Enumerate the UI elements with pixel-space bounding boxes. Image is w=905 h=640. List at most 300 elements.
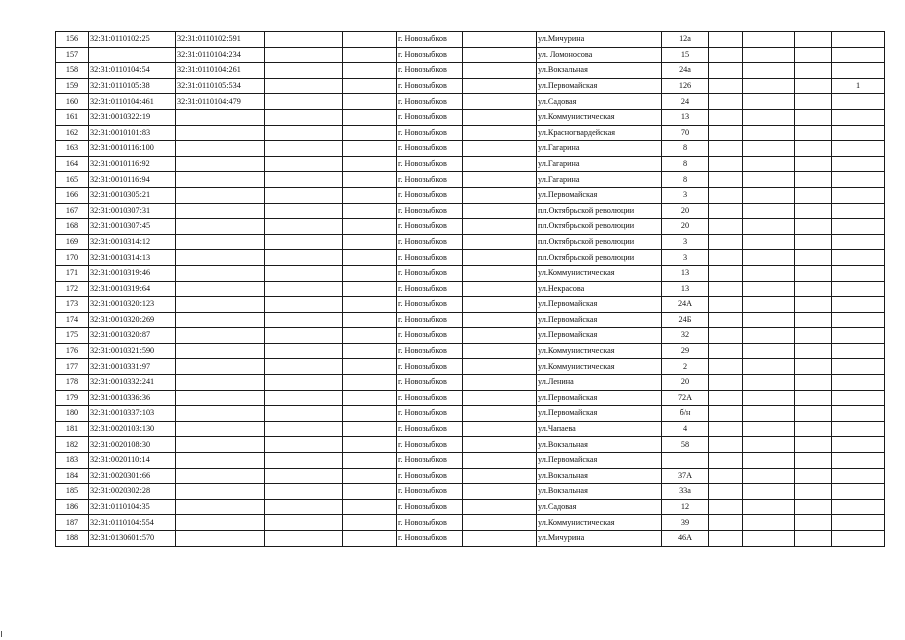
column-5-cell [343,94,397,110]
cadastral-number-cell: 32:31:0010322:19 [89,109,176,125]
house-number-cell: 24А [662,297,709,313]
column-7-cell [463,281,537,297]
column-5-cell [343,359,397,375]
street-cell: ул.Первомайская [537,328,662,344]
locality-cell: г. Новозыбков [397,156,463,172]
column-13-cell [832,312,885,328]
column-7-cell [463,94,537,110]
house-number-cell: 3 [662,187,709,203]
column-5-cell [343,375,397,391]
registry-table [55,31,885,547]
cadastral-number-2-cell [176,281,265,297]
cadastral-number-cell: 32:31:0110104:54 [89,63,176,79]
table-row [56,94,885,110]
column-13-cell [832,328,885,344]
table-row [56,141,885,157]
column-10-cell [709,406,743,422]
column-5-cell [343,156,397,172]
street-cell: пл.Октябрьской революции [537,250,662,266]
cadastral-number-2-cell [176,234,265,250]
column-5-cell [343,141,397,157]
column-5-cell [343,109,397,125]
street-cell: ул.Первомайская [537,297,662,313]
column-10-cell [709,234,743,250]
cadastral-number-cell: 32:31:0010307:31 [89,203,176,219]
column-4-cell [265,312,343,328]
column-4-cell [265,453,343,469]
column-12-cell [795,531,832,547]
column-12-cell [795,343,832,359]
cadastral-number-cell: 32:31:0010314:13 [89,250,176,266]
column-13-cell: 1 [832,78,885,94]
table-row [56,328,885,344]
column-7-cell [463,328,537,344]
column-12-cell [795,375,832,391]
house-number-cell: 12а [662,32,709,48]
column-5-cell [343,297,397,313]
house-number-cell: 20 [662,375,709,391]
cadastral-number-cell: 32:31:0010331:97 [89,359,176,375]
column-5-cell [343,281,397,297]
house-number-cell: 3 [662,234,709,250]
cadastral-number-2-cell [176,421,265,437]
locality-cell: г. Новозыбков [397,109,463,125]
column-10-cell [709,250,743,266]
column-10-cell [709,203,743,219]
locality-cell: г. Новозыбков [397,78,463,94]
column-11-cell [743,47,795,63]
column-12-cell [795,468,832,484]
column-5-cell [343,187,397,203]
cadastral-number-2-cell [176,203,265,219]
column-7-cell [463,437,537,453]
row-number-cell: 173 [56,297,89,313]
column-10-cell [709,32,743,48]
column-13-cell [832,234,885,250]
row-number-cell: 169 [56,234,89,250]
locality-cell: г. Новозыбков [397,94,463,110]
cadastral-number-2-cell [176,453,265,469]
cadastral-number-cell [89,47,176,63]
column-4-cell [265,375,343,391]
column-10-cell [709,63,743,79]
row-number-cell: 165 [56,172,89,188]
street-cell: ул.Коммунистическая [537,343,662,359]
table-row [56,109,885,125]
column-13-cell [832,515,885,531]
row-number-cell: 168 [56,219,89,235]
table-row [56,187,885,203]
column-5-cell [343,312,397,328]
column-10-cell [709,515,743,531]
cadastral-number-cell: 32:31:0010116:94 [89,172,176,188]
column-12-cell [795,63,832,79]
column-7-cell [463,47,537,63]
table-row [56,250,885,266]
cadastral-number-cell: 32:31:0010305:21 [89,187,176,203]
table-row [56,172,885,188]
house-number-cell: 33а [662,484,709,500]
cadastral-number-2-cell: 32:31:0110104:261 [176,63,265,79]
table-row [56,531,885,547]
column-4-cell [265,297,343,313]
column-12-cell [795,499,832,515]
cadastral-number-cell: 32:31:0010320:269 [89,312,176,328]
column-12-cell [795,265,832,281]
column-12-cell [795,47,832,63]
cadastral-number-2-cell [176,406,265,422]
column-5-cell [343,265,397,281]
table-row [56,359,885,375]
column-5-cell [343,437,397,453]
table-row [56,234,885,250]
column-5-cell [343,343,397,359]
cadastral-number-2-cell [176,172,265,188]
column-7-cell [463,32,537,48]
column-7-cell [463,109,537,125]
column-11-cell [743,390,795,406]
cadastral-number-cell: 32:31:0130601:570 [89,531,176,547]
column-10-cell [709,468,743,484]
column-11-cell [743,406,795,422]
street-cell: ул.Красногвардейская [537,125,662,141]
column-11-cell [743,281,795,297]
column-11-cell [743,203,795,219]
cadastral-number-cell: 32:31:0010314:12 [89,234,176,250]
locality-cell: г. Новозыбков [397,499,463,515]
row-number-cell: 156 [56,32,89,48]
cadastral-number-cell: 32:31:0110104:35 [89,499,176,515]
column-12-cell [795,78,832,94]
column-12-cell [795,359,832,375]
table-row [56,515,885,531]
street-cell: пл.Октябрьской революции [537,234,662,250]
street-cell: ул.Вокзальная [537,437,662,453]
column-4-cell [265,141,343,157]
locality-cell: г. Новозыбков [397,187,463,203]
column-5-cell [343,484,397,500]
table-row [56,219,885,235]
street-cell: ул.Первомайская [537,453,662,469]
column-13-cell [832,94,885,110]
row-number-cell: 185 [56,484,89,500]
column-5-cell [343,453,397,469]
house-number-cell: 20 [662,219,709,235]
column-7-cell [463,219,537,235]
cadastral-number-2-cell [176,109,265,125]
column-13-cell [832,375,885,391]
column-10-cell [709,421,743,437]
locality-cell: г. Новозыбков [397,375,463,391]
street-cell: ул.Садовая [537,94,662,110]
house-number-cell [662,453,709,469]
column-13-cell [832,141,885,157]
cadastral-number-cell: 32:31:0010116:92 [89,156,176,172]
table-row [56,421,885,437]
column-12-cell [795,219,832,235]
cadastral-number-cell: 32:31:0010337:103 [89,406,176,422]
street-cell: ул.Мичурина [537,531,662,547]
column-7-cell [463,203,537,219]
house-number-cell: 72А [662,390,709,406]
row-number-cell: 175 [56,328,89,344]
column-7-cell [463,78,537,94]
column-5-cell [343,32,397,48]
table-row [56,156,885,172]
column-7-cell [463,125,537,141]
row-number-cell: 177 [56,359,89,375]
street-cell: ул.Чапаева [537,421,662,437]
row-number-cell: 186 [56,499,89,515]
row-number-cell: 157 [56,47,89,63]
house-number-cell: 46А [662,531,709,547]
column-7-cell [463,390,537,406]
column-7-cell [463,156,537,172]
column-13-cell [832,109,885,125]
column-12-cell [795,141,832,157]
street-cell: ул.Первомайская [537,187,662,203]
locality-cell: г. Новозыбков [397,219,463,235]
house-number-cell: 29 [662,343,709,359]
scan-mark [1,631,2,637]
column-4-cell [265,125,343,141]
column-7-cell [463,297,537,313]
column-5-cell [343,421,397,437]
row-number-cell: 162 [56,125,89,141]
locality-cell: г. Новозыбков [397,531,463,547]
cadastral-number-2-cell: 32:31:0110104:234 [176,47,265,63]
row-number-cell: 159 [56,78,89,94]
column-7-cell [463,375,537,391]
row-number-cell: 167 [56,203,89,219]
house-number-cell: 58 [662,437,709,453]
cadastral-number-cell: 32:31:0020302:28 [89,484,176,500]
row-number-cell: 183 [56,453,89,469]
column-11-cell [743,125,795,141]
row-number-cell: 166 [56,187,89,203]
column-4-cell [265,32,343,48]
column-5-cell [343,234,397,250]
table-row [56,484,885,500]
locality-cell: г. Новозыбков [397,359,463,375]
column-10-cell [709,187,743,203]
cadastral-number-2-cell [176,156,265,172]
house-number-cell: 2 [662,359,709,375]
column-10-cell [709,219,743,235]
table-row [56,375,885,391]
column-12-cell [795,203,832,219]
column-10-cell [709,453,743,469]
column-11-cell [743,531,795,547]
column-12-cell [795,32,832,48]
locality-cell: г. Новозыбков [397,63,463,79]
street-cell: ул.Коммунистическая [537,515,662,531]
row-number-cell: 179 [56,390,89,406]
street-cell: ул.Ленина [537,375,662,391]
column-4-cell [265,203,343,219]
column-4-cell [265,94,343,110]
column-10-cell [709,109,743,125]
cadastral-number-cell: 32:31:0010336:36 [89,390,176,406]
column-10-cell [709,156,743,172]
column-5-cell [343,47,397,63]
column-4-cell [265,343,343,359]
column-5-cell [343,250,397,266]
column-13-cell [832,437,885,453]
cadastral-number-2-cell [176,187,265,203]
table-row [56,32,885,48]
column-11-cell [743,359,795,375]
cadastral-number-2-cell [176,515,265,531]
column-10-cell [709,297,743,313]
row-number-cell: 161 [56,109,89,125]
column-4-cell [265,437,343,453]
cadastral-number-2-cell [176,297,265,313]
column-13-cell [832,297,885,313]
cadastral-number-2-cell [176,437,265,453]
cadastral-number-cell: 32:31:0020301:66 [89,468,176,484]
column-11-cell [743,234,795,250]
column-5-cell [343,531,397,547]
row-number-cell: 178 [56,375,89,391]
column-11-cell [743,375,795,391]
column-13-cell [832,531,885,547]
cadastral-number-cell: 32:31:0110102:25 [89,32,176,48]
cadastral-number-cell: 32:31:0110104:554 [89,515,176,531]
column-13-cell [832,406,885,422]
column-12-cell [795,109,832,125]
locality-cell: г. Новозыбков [397,125,463,141]
column-13-cell [832,390,885,406]
locality-cell: г. Новозыбков [397,453,463,469]
column-7-cell [463,265,537,281]
column-4-cell [265,172,343,188]
column-10-cell [709,375,743,391]
street-cell: ул.Гагарина [537,141,662,157]
column-7-cell [463,250,537,266]
column-12-cell [795,437,832,453]
column-10-cell [709,78,743,94]
table-row [56,78,885,94]
column-13-cell [832,203,885,219]
column-13-cell [832,219,885,235]
locality-cell: г. Новозыбков [397,32,463,48]
column-7-cell [463,515,537,531]
column-5-cell [343,328,397,344]
street-cell: ул.Гагарина [537,172,662,188]
column-11-cell [743,515,795,531]
column-7-cell [463,484,537,500]
column-12-cell [795,156,832,172]
house-number-cell: 8 [662,156,709,172]
house-number-cell: 24 [662,94,709,110]
column-5-cell [343,78,397,94]
column-4-cell [265,234,343,250]
cadastral-number-2-cell [176,531,265,547]
table-row [56,297,885,313]
cadastral-number-2-cell [176,343,265,359]
street-cell: ул.Вокзальная [537,468,662,484]
cadastral-number-2-cell [176,468,265,484]
street-cell: ул.Первомайская [537,406,662,422]
row-number-cell: 174 [56,312,89,328]
column-7-cell [463,312,537,328]
row-number-cell: 180 [56,406,89,422]
column-7-cell [463,468,537,484]
column-7-cell [463,63,537,79]
column-5-cell [343,390,397,406]
house-number-cell: 13 [662,109,709,125]
column-5-cell [343,172,397,188]
column-13-cell [832,63,885,79]
street-cell: ул.Коммунистическая [537,109,662,125]
column-11-cell [743,499,795,515]
cadastral-number-2-cell [176,328,265,344]
table-row [56,343,885,359]
column-4-cell [265,421,343,437]
cadastral-number-cell: 32:31:0010307:45 [89,219,176,235]
locality-cell: г. Новозыбков [397,281,463,297]
cadastral-number-cell: 32:31:0010320:87 [89,328,176,344]
column-4-cell [265,109,343,125]
column-12-cell [795,484,832,500]
column-7-cell [463,453,537,469]
locality-cell: г. Новозыбков [397,234,463,250]
column-11-cell [743,78,795,94]
column-12-cell [795,94,832,110]
column-11-cell [743,109,795,125]
locality-cell: г. Новозыбков [397,328,463,344]
column-10-cell [709,141,743,157]
column-11-cell [743,63,795,79]
column-7-cell [463,499,537,515]
column-4-cell [265,328,343,344]
column-12-cell [795,390,832,406]
street-cell: ул.Коммунистическая [537,359,662,375]
column-10-cell [709,499,743,515]
column-10-cell [709,484,743,500]
column-5-cell [343,63,397,79]
column-4-cell [265,390,343,406]
column-11-cell [743,32,795,48]
cadastral-number-2-cell [176,250,265,266]
column-10-cell [709,94,743,110]
column-11-cell [743,141,795,157]
column-7-cell [463,234,537,250]
cadastral-number-2-cell [176,219,265,235]
table-row [56,437,885,453]
cadastral-number-2-cell: 32:31:0110104:479 [176,94,265,110]
cadastral-number-2-cell [176,125,265,141]
cadastral-number-cell: 32:31:0010321:590 [89,343,176,359]
column-10-cell [709,281,743,297]
street-cell: ул.Вокзальная [537,63,662,79]
street-cell: ул.Первомайская [537,78,662,94]
table-row [56,499,885,515]
cadastral-number-cell: 32:31:0020110:14 [89,453,176,469]
locality-cell: г. Новозыбков [397,47,463,63]
street-cell: ул.Некрасова [537,281,662,297]
house-number-cell: 126 [662,78,709,94]
column-7-cell [463,406,537,422]
house-number-cell: 4 [662,421,709,437]
street-cell: ул.Первомайская [537,312,662,328]
column-4-cell [265,78,343,94]
column-4-cell [265,265,343,281]
locality-cell: г. Новозыбков [397,265,463,281]
street-cell: ул.Вокзальная [537,484,662,500]
column-11-cell [743,484,795,500]
